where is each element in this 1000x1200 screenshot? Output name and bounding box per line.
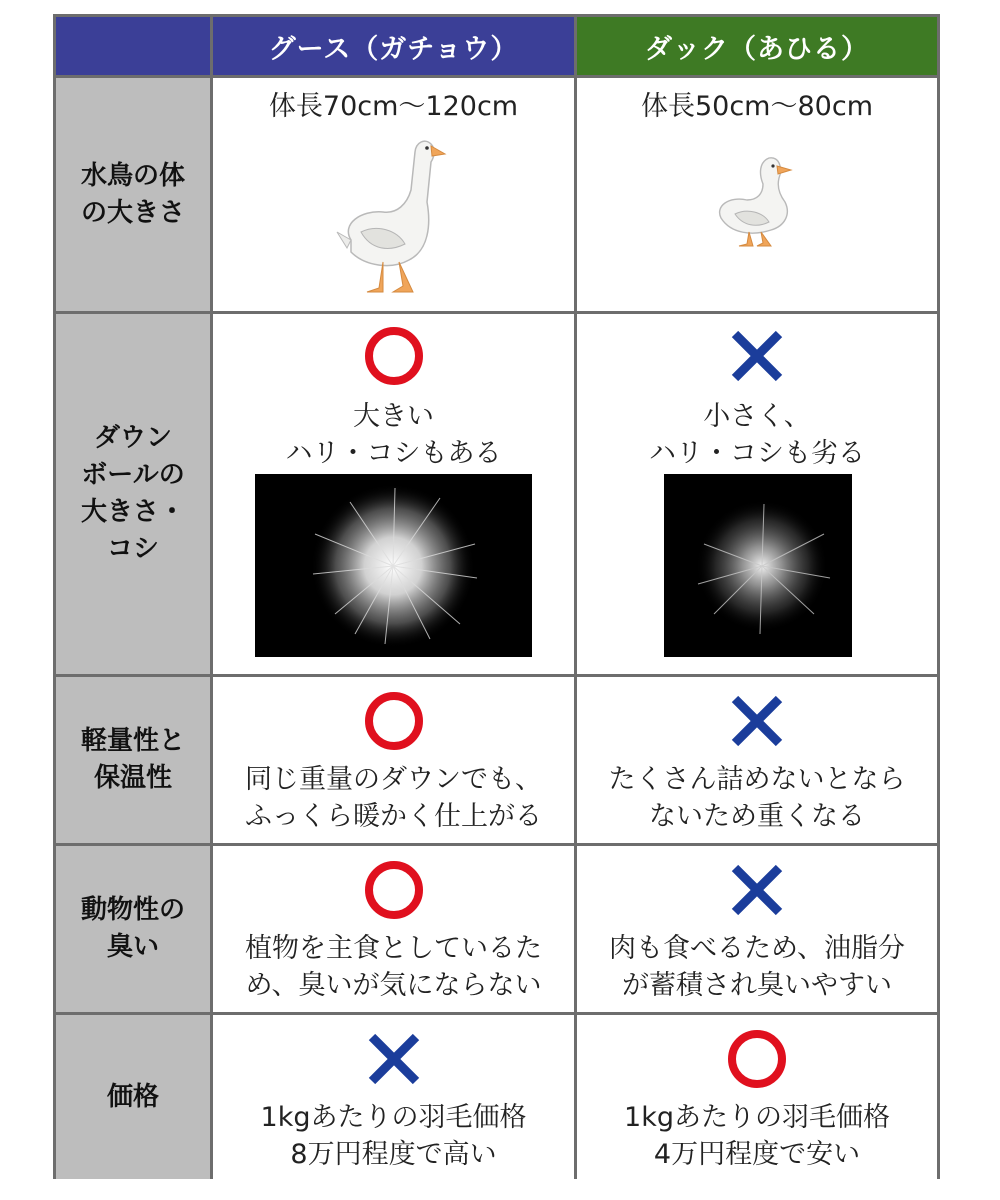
circle-mark-icon xyxy=(364,860,424,920)
duck-illustration xyxy=(709,148,799,248)
header-duck xyxy=(577,17,937,75)
header-corner xyxy=(56,17,210,75)
cross-mark-icon xyxy=(727,860,787,920)
odor-duck-text: 肉も食べるため、油脂分 が蓄積され臭いやすい xyxy=(609,933,905,1001)
down-duck-text: 小さく、 ハリ・コシも劣る xyxy=(649,401,865,469)
warmth-duck-text: たくさん詰めないとなら ないため重くなる xyxy=(608,764,906,832)
cross-mark-icon xyxy=(727,326,787,386)
row-label-down: ダウン ボールの 大きさ・ コシ xyxy=(56,314,210,674)
cell-size-goose xyxy=(213,78,574,311)
circle-mark-icon xyxy=(364,326,424,386)
row-label-size: 水鳥の体 の大きさ xyxy=(56,78,210,311)
cell-price-duck xyxy=(577,1015,937,1179)
goose-illustration xyxy=(331,132,461,302)
warmth-goose-text: 同じ重量のダウンでも、 ふっくら暖かく仕上がる xyxy=(245,764,542,832)
cell-warmth-duck xyxy=(577,677,937,843)
cell-down-goose xyxy=(213,314,574,674)
price-goose-text: 1kgあたりの羽毛価格 8万円程度で高い xyxy=(260,1102,527,1170)
cell-down-duck xyxy=(577,314,937,674)
row-label-warmth: 軽量性と 保温性 xyxy=(56,677,210,843)
cell-price-goose xyxy=(213,1015,574,1179)
comparison-table xyxy=(53,14,940,1179)
row-label-price: 価格 xyxy=(56,1015,210,1179)
cell-odor-duck xyxy=(577,846,937,1012)
cross-mark-icon xyxy=(364,1029,424,1089)
price-duck-text: 1kgあたりの羽毛価格 4万円程度で安い xyxy=(624,1102,890,1170)
header-goose xyxy=(213,17,574,75)
size-duck-text: 体長50cm～80cm xyxy=(640,91,873,122)
circle-mark-icon xyxy=(727,1029,787,1089)
row-label-odor: 動物性の 臭い xyxy=(56,846,210,1012)
header-duck-label: ダック（あひる） xyxy=(645,33,869,65)
cell-odor-goose xyxy=(213,846,574,1012)
down-goose-text: 大きい ハリ・コシもある xyxy=(285,401,502,469)
comparison-grid xyxy=(56,17,937,1176)
circle-mark-icon xyxy=(364,691,424,751)
odor-goose-text: 植物を主食としているた め、臭いが気にならない xyxy=(245,933,542,1001)
cell-warmth-goose xyxy=(213,677,574,843)
cell-size-duck xyxy=(577,78,937,311)
goose-down-photo xyxy=(255,474,532,657)
cross-mark-icon xyxy=(727,691,787,751)
duck-down-photo xyxy=(664,474,852,657)
size-goose-text: 体長70cm～120cm xyxy=(268,91,519,122)
header-goose-label: グース（ガチョウ） xyxy=(268,33,519,65)
